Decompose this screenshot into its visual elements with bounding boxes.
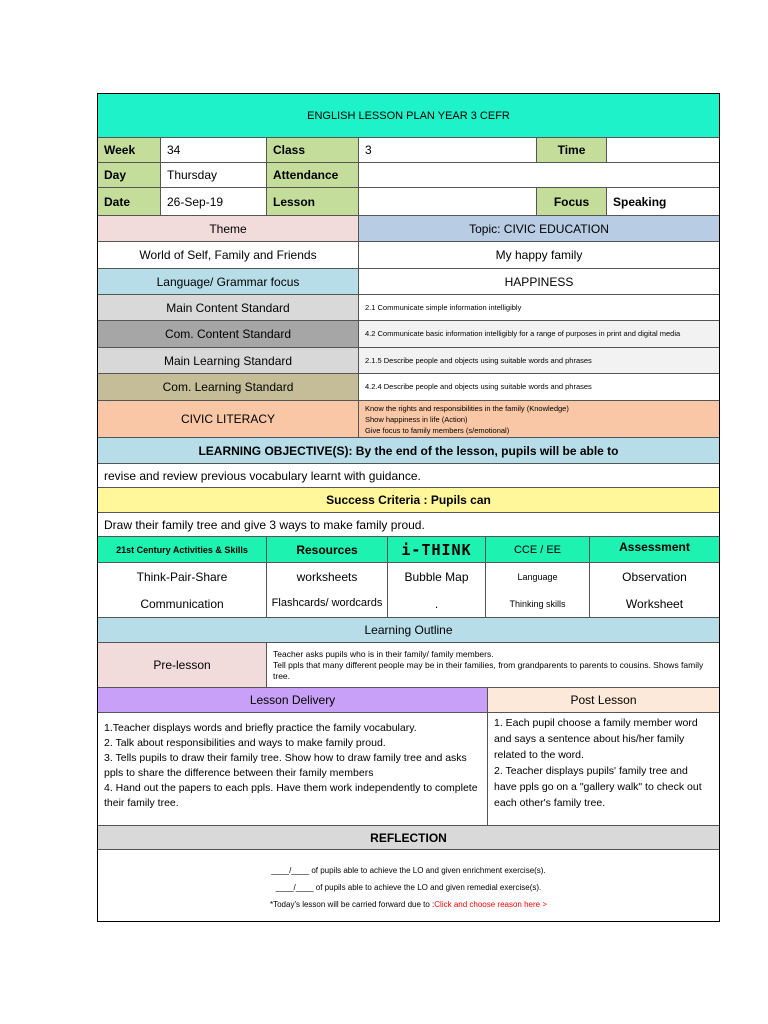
reflection-carry-forward-line (270, 900, 547, 909)
cce-1: Language (486, 563, 590, 590)
main-learning-standard-label: Main Learning Standard (98, 348, 359, 374)
cce-ee-header: CCE / EE (486, 537, 590, 563)
week-label: Week (98, 138, 161, 163)
pre-lesson-line: Teacher asks pupils who is in their family/ family members. (273, 648, 494, 659)
main-learning-standard-value: 2.1.5 Describe people and objects using suitable words and phrases (359, 348, 719, 374)
info-row-day (98, 163, 719, 188)
pre-lesson-row (98, 643, 719, 688)
date-label: Date (98, 188, 161, 216)
main-content-standard-value: 2.1 Communicate simple information intelligibly (359, 295, 719, 321)
civic-literacy-list (359, 401, 719, 438)
grammar-value: HAPPINESS (359, 269, 719, 295)
reflection-label: REFLECTION (98, 826, 719, 850)
ithink-1: Bubble Map (388, 563, 486, 590)
civic-literacy-label: CIVIC LITERACY (98, 401, 359, 438)
success-criteria-label: Success Criteria : Pupils can (98, 488, 719, 513)
delivery-step: 4. Hand out the papers to each ppls. Have them work independently to complete their family tree. (104, 782, 478, 809)
main-learning-standard-row (98, 348, 719, 374)
com-content-standard-row (98, 321, 719, 348)
activities-header-row (98, 537, 719, 563)
class-value: 3 (359, 138, 537, 163)
learning-outline-label: Learning Outline (98, 618, 719, 643)
post-lesson-step: 2. Teacher displays pupils' family tree and have ppls go on a "gallery walk" to check out each other's family tree. (494, 765, 702, 809)
delivery-step: 3. Tells pupils to draw their family tree. Show how to draw family tree and asks ppls to share the difference between their family members (104, 752, 467, 779)
com-learning-standard-row (98, 374, 719, 401)
theme-value: World of Self, Family and Friends (98, 242, 359, 269)
civic-literacy-row (98, 401, 719, 438)
objective-value-row (98, 464, 719, 488)
attendance-label: Attendance (267, 163, 359, 188)
post-lesson-step: 1. Each pupil choose a family member word and says a sentence about his/her family related to the word. (494, 717, 698, 761)
focus-label: Focus (537, 188, 607, 216)
cce-2: Thinking skills (486, 590, 590, 618)
topic-label: Topic: CIVIC EDUCATION (359, 216, 719, 242)
main-content-standard-label: Main Content Standard (98, 295, 359, 321)
day-label: Day (98, 163, 161, 188)
civic-literacy-line: Know the rights and responsibilities in the family (Knowledge) (365, 403, 569, 413)
activities-row-2 (98, 590, 719, 618)
day-value: Thursday (161, 163, 267, 188)
theme-topic-values (98, 242, 719, 269)
attendance-value[interactable] (359, 163, 719, 188)
lesson-label: Lesson (267, 188, 359, 216)
title-row (98, 94, 719, 138)
reflection-header-row (98, 826, 719, 850)
grammar-row (98, 269, 719, 295)
class-label: Class (267, 138, 359, 163)
carry-forward-text: *Today's lesson will be carried forward due to : (269, 900, 435, 909)
reflection-enrichment-line: ____/____ of pupils able to achieve the LO and given enrichment exercise(s). (271, 866, 546, 875)
lesson-value[interactable] (359, 188, 537, 216)
post-lesson-content (488, 713, 719, 826)
resources-header: Resources (267, 537, 388, 563)
delivery-content-row (98, 713, 719, 826)
lesson-plan-sheet (97, 93, 720, 922)
com-learning-standard-value: 4.2.4 Describe people and objects using suitable words and phrases (359, 374, 719, 401)
outline-header-row (98, 618, 719, 643)
success-header-row (98, 488, 719, 513)
topic-value: My happy family (359, 242, 719, 269)
lesson-delivery-label: Lesson Delivery (98, 688, 488, 713)
theme-label: Theme (98, 216, 359, 242)
pre-lesson-content (267, 643, 719, 688)
activities-row-1 (98, 563, 719, 590)
com-content-standard-value: 4.2 Communicate basic information intelligibly for a range of purposes in print and digital media (359, 321, 719, 348)
lesson-plan-title: ENGLISH LESSON PLAN YEAR 3 CEFR (98, 94, 719, 138)
week-value: 34 (161, 138, 267, 163)
activity-2: Communication (98, 590, 267, 618)
pre-lesson-line: Tell ppls that many different people may be in their families, from grandparents to parents to cousins. Shows family tree. (273, 659, 704, 681)
lesson-delivery-content (98, 713, 488, 826)
civic-literacy-line: Show happiness in life (Action) (365, 414, 468, 424)
resource-2: Flashcards/ wordcards (267, 590, 388, 618)
grammar-label: Language/ Grammar focus (98, 269, 359, 295)
ithink-logo-header: i-THINK (388, 537, 486, 563)
activity-1: Think-Pair-Share (98, 563, 267, 590)
activities-header: 21st Century Activities & Skills (98, 537, 267, 563)
time-label: Time (537, 138, 607, 163)
post-lesson-label: Post Lesson (488, 688, 719, 713)
focus-value: Speaking (607, 188, 719, 216)
civic-literacy-line: Give focus to family members (s/emotional) (365, 425, 510, 435)
pre-lesson-label: Pre-lesson (98, 643, 267, 688)
delivery-step: 2. Talk about responsibilities and ways to make family proud. (104, 737, 386, 749)
objective-value: revise and review previous vocabulary learnt with guidance. (98, 464, 719, 488)
assessment-2: Worksheet (590, 590, 719, 618)
success-value-row (98, 513, 719, 537)
com-content-standard-label: Com. Content Standard (98, 321, 359, 348)
choose-reason-link[interactable]: Click and choose reason here > (434, 900, 547, 909)
reflection-content (98, 850, 719, 921)
resource-1: worksheets (267, 563, 388, 590)
delivery-step: 1.Teacher displays words and briefly practice the family vocabulary. (104, 722, 417, 734)
main-content-standard-row (98, 295, 719, 321)
reflection-content-row (98, 850, 719, 921)
date-value: 26-Sep-19 (161, 188, 267, 216)
info-row-date (98, 188, 719, 216)
info-row-week (98, 138, 719, 163)
theme-topic-header (98, 216, 719, 242)
success-criteria-value: Draw their family tree and give 3 ways to make family proud. (98, 513, 719, 537)
ithink-2: . (388, 590, 486, 618)
reflection-remedial-line: ____/____ of pupils able to achieve the LO and given remedial exercise(s). (275, 883, 542, 892)
assessment-header: Assessment (590, 537, 719, 563)
com-learning-standard-label: Com. Learning Standard (98, 374, 359, 401)
delivery-header-row (98, 688, 719, 713)
assessment-1: Observation (622, 569, 687, 584)
objective-header-row (98, 438, 719, 464)
time-value[interactable] (607, 138, 719, 163)
objective-label: LEARNING OBJECTIVE(S): By the end of the lesson, pupils will be able to (98, 438, 719, 464)
